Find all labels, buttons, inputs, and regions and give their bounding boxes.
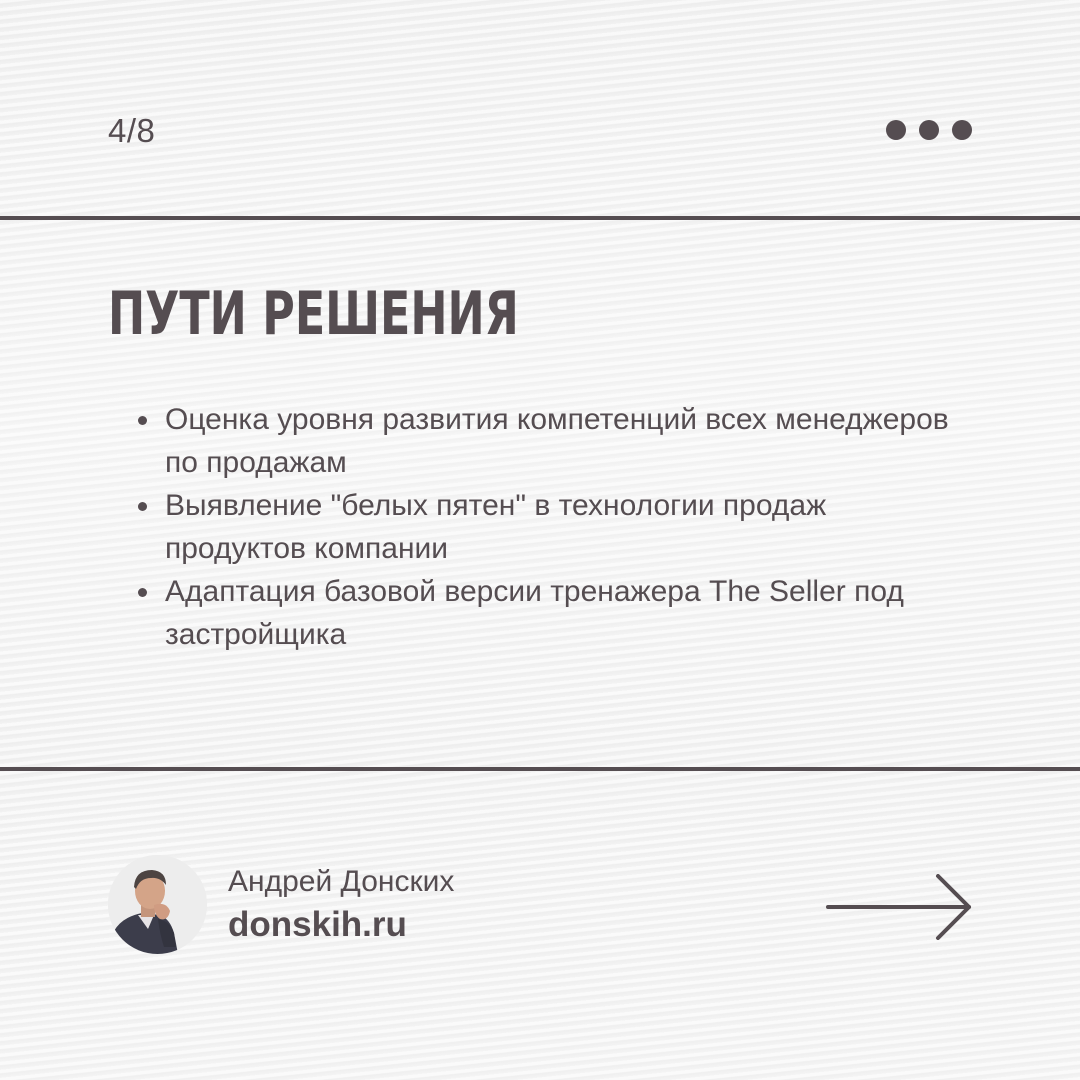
bullet-icon [138,588,147,597]
dot [886,120,906,140]
author-block [108,855,454,954]
list-item-text: Адаптация базовой версии тренажера The Seller под застройщика [165,575,904,651]
slide-counter: 4/8 [108,112,156,149]
top-divider [0,216,1080,220]
author-name: Андрей Донских [228,864,455,898]
dot [952,120,972,140]
avatar [108,855,207,954]
dot [919,120,939,140]
list-item [165,570,965,656]
list-item-text: Выявление "белых пятен" в технологии продаж продуктов компании [165,489,827,565]
list-item [165,484,965,570]
avatar-photo [108,855,207,954]
page-title: ПУТИ РЕШЕНИЯ [108,279,519,349]
list-item [165,398,965,484]
bottom-divider [0,767,1080,771]
arrow-right-icon[interactable] [826,874,976,940]
author-text [228,862,454,948]
author-site-link[interactable]: donskih.ru [228,904,407,944]
bullet-icon [138,416,147,425]
bullet-icon [138,502,147,511]
list-item-text: Оценка уровня развития компетенций всех менеджеров по продажам [165,403,949,479]
solutions-list [165,398,965,656]
more-dots-icon[interactable] [886,120,972,140]
